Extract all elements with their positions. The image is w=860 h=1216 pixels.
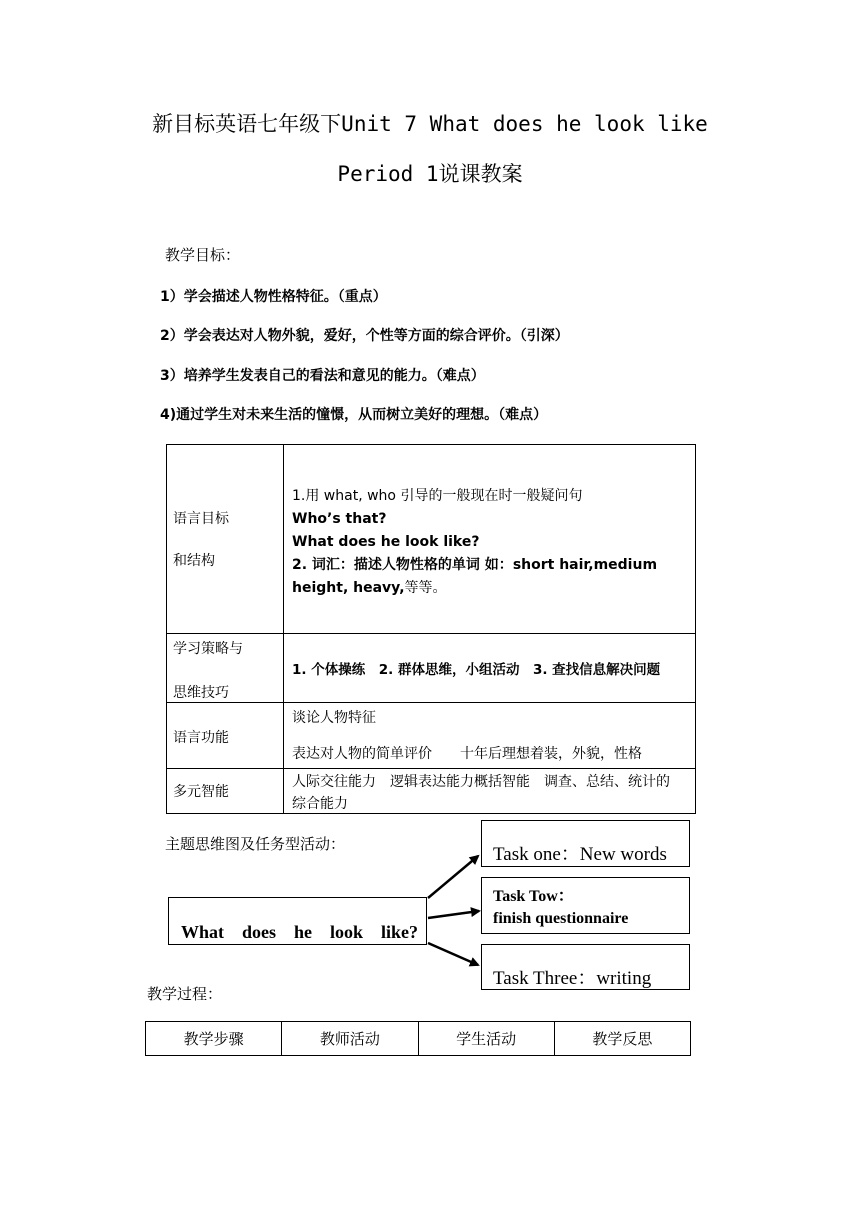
objective-item: 4)通过学生对未来生活的憧憬，从而树立美好的理想。（难点） bbox=[160, 407, 548, 423]
task-two-box bbox=[481, 877, 690, 934]
label-text: 语言功能 bbox=[173, 730, 229, 746]
table-row bbox=[146, 1022, 691, 1056]
task-three-text: Task Three：writing bbox=[493, 968, 652, 989]
objectives-heading: 教学目标： bbox=[165, 246, 241, 264]
arrow-to-task-one bbox=[428, 856, 478, 898]
content-text: short hair,medium bbox=[512, 557, 658, 573]
document-title-line-1: 新目标英语七年级下Unit 7 What does he look like bbox=[152, 112, 708, 136]
label-text: 和结构 bbox=[173, 553, 215, 569]
label-text: 多元智能 bbox=[173, 784, 229, 800]
content-line: 谈论人物特征 bbox=[292, 710, 376, 726]
arrow-to-task-two bbox=[428, 911, 479, 918]
task-two-text: Task Tow： bbox=[493, 888, 574, 905]
label-text: 思维技巧 bbox=[173, 685, 229, 701]
process-column-header: 教学反思 bbox=[554, 1022, 690, 1056]
mindmap-center-box bbox=[168, 897, 427, 945]
process-column-header: 教师活动 bbox=[282, 1022, 418, 1056]
content-line: 1. 个体操练 2. 群体思维，小组活动 3. 查找信息解决问题 bbox=[292, 662, 661, 678]
content-line: 表达对人物的简单评价 十年后理想着装，外貌，性格 bbox=[292, 746, 642, 762]
process-heading: 教学过程： bbox=[147, 985, 223, 1003]
process-column-header: 教学步骤 bbox=[146, 1022, 282, 1056]
task-three-box bbox=[481, 944, 690, 990]
task-one-box bbox=[481, 820, 690, 867]
label-text: 学习策略与 bbox=[173, 641, 243, 657]
objective-item: 3）培养学生发表自己的看法和意见的能力。（难点） bbox=[160, 368, 485, 384]
teaching-process-table bbox=[145, 1021, 691, 1056]
content-text: 2. 词汇：描述人物性格的单词 如： bbox=[292, 557, 513, 573]
label-text: 语言目标 bbox=[173, 511, 229, 527]
objective-item: 2）学会表达对人物外貌，爱好，个性等方面的综合评价。（引深） bbox=[160, 328, 569, 344]
task-one-text: Task one：New words bbox=[493, 844, 667, 865]
content-line: Who’s that? bbox=[292, 511, 387, 527]
content-line: 1.用 what, who 引导的一般现在时一般疑问句 bbox=[292, 488, 583, 504]
content-line: What does he look like? bbox=[292, 534, 480, 550]
task-two-text: finish questionnaire bbox=[493, 910, 629, 927]
content-line: 综合能力 bbox=[292, 796, 348, 812]
mindmap-center-text: What does he look like? bbox=[181, 922, 419, 942]
process-column-header: 学生活动 bbox=[418, 1022, 554, 1056]
content-text: height, heavy, bbox=[292, 580, 405, 596]
content-line: 人际交往能力 逻辑表达能力概括智能 调查、总结、统计的 bbox=[292, 774, 670, 790]
document-title-line-2: Period 1说课教案 bbox=[337, 162, 523, 186]
mindmap-heading: 主题思维图及任务型活动： bbox=[165, 835, 346, 853]
objective-item: 1）学会描述人物性格特征。（重点） bbox=[160, 289, 387, 305]
arrow-to-task-three bbox=[428, 943, 478, 965]
content-text: 等等。 bbox=[404, 580, 447, 596]
